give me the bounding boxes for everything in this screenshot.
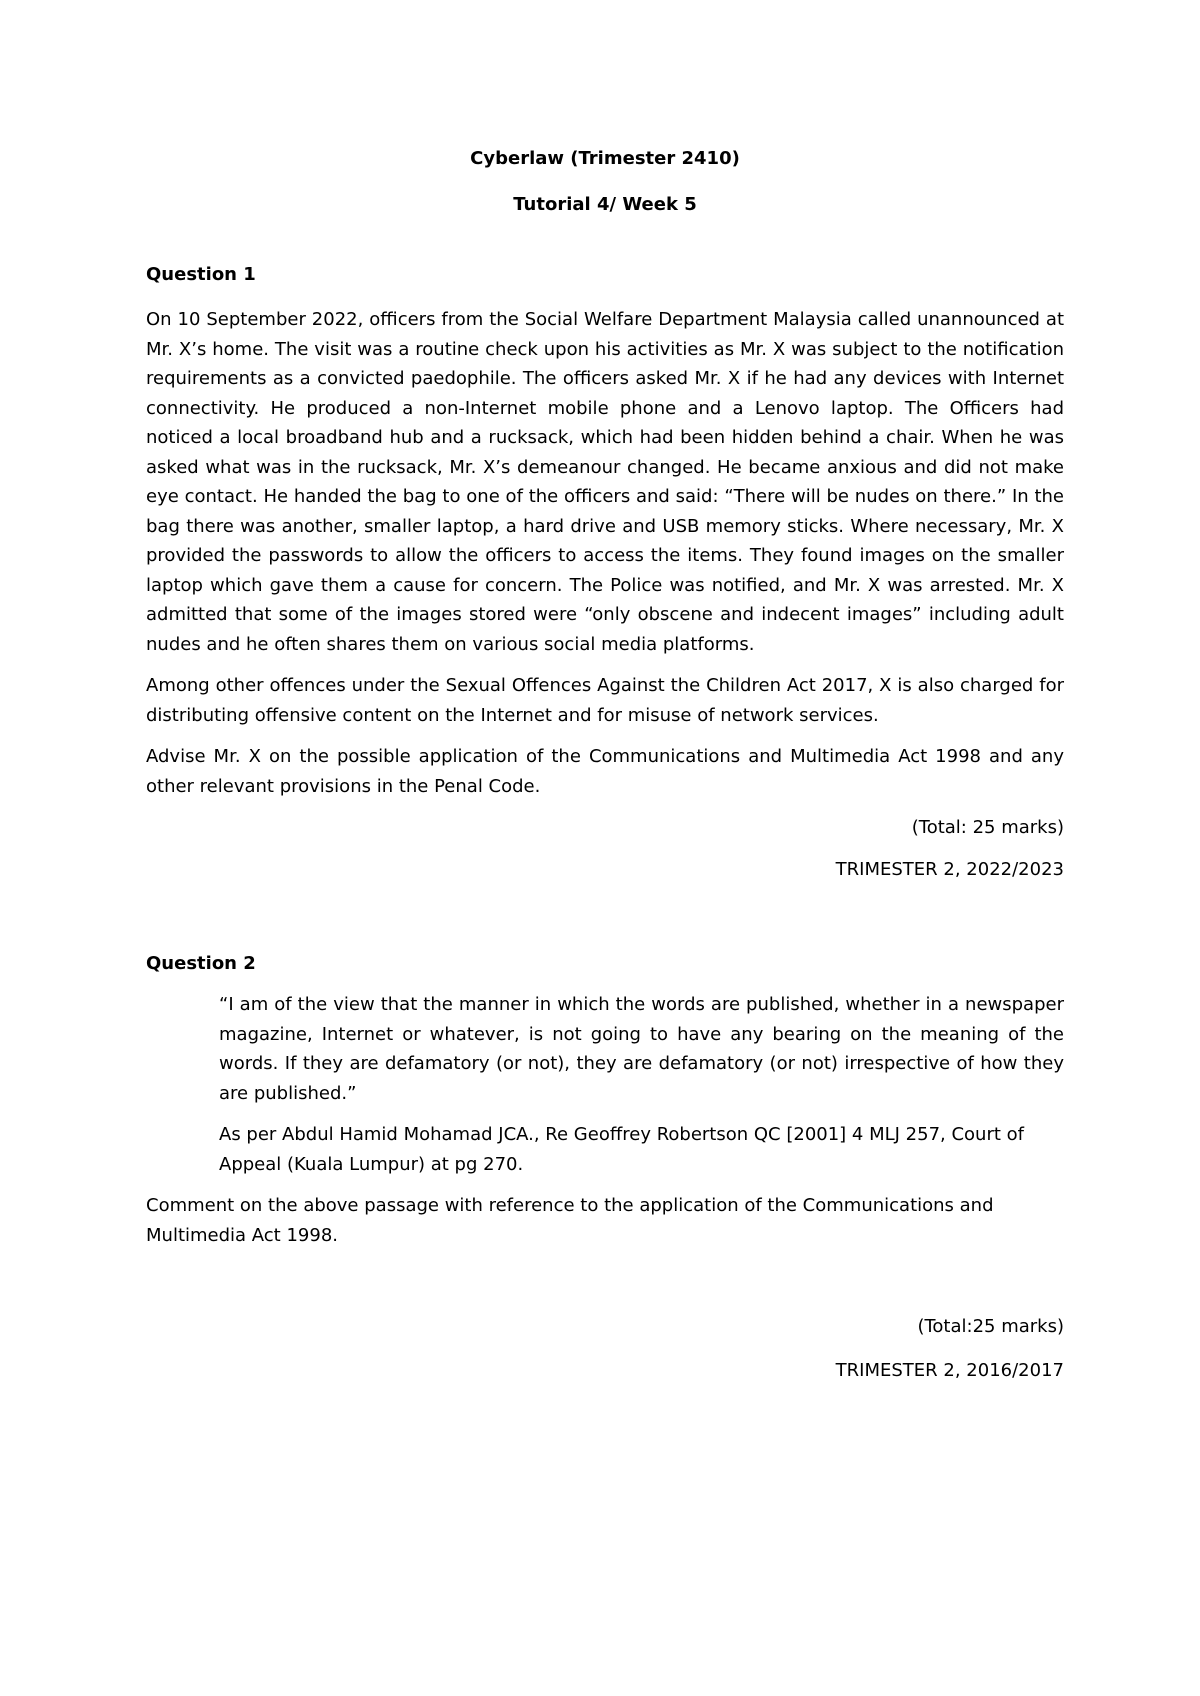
question-1 xyxy=(146,262,1064,883)
question-1-heading: Question 1 xyxy=(146,264,256,285)
question-1-marks: (Total: 25 marks) xyxy=(911,817,1064,838)
tutorial-title: Tutorial 4/ Week 5 xyxy=(513,194,697,215)
question-2-instruction: Comment on the above passage with reference to the application of the Communications and Multimedia Act 1998. xyxy=(146,1195,994,1246)
course-title: Cyberlaw (Trimester 2410) xyxy=(470,148,740,169)
question-2-heading: Question 2 xyxy=(146,953,256,974)
document-page xyxy=(146,140,1064,1384)
question-1-paragraph-2: Among other offences under the Sexual Offences Against the Children Act 2017, X is also charged for distributing offensive content on the Internet and for misuse of network services. xyxy=(146,675,1064,726)
question-2 xyxy=(146,951,1064,1384)
question-2-quote: “I am of the view that the manner in which the words are published, whether in a newspaper magazine, Internet or whatever, is not going to have any bearing on the meaning of the words. If they are defamatory (or not), they are defamatory (or not) irrespective of how they are published.” xyxy=(219,994,1064,1104)
question-2-citation: As per Abdul Hamid Mohamad JCA., Re Geoffrey Robertson QC [2001] 4 MLJ 257, Court of Appeal (Kuala Lumpur) at pg 270. xyxy=(219,1124,1024,1175)
question-2-trimester: TRIMESTER 2, 2016/2017 xyxy=(835,1360,1064,1381)
question-1-paragraph-3: Advise Mr. X on the possible application of the Communications and Multimedia Act 1998 and any other relevant provisions in the Penal Code. xyxy=(146,746,1064,797)
question-2-marks: (Total:25 marks) xyxy=(917,1316,1064,1337)
question-1-trimester: TRIMESTER 2, 2022/2023 xyxy=(835,859,1064,880)
question-1-paragraph-1: On 10 September 2022, officers from the Social Welfare Department Malaysia called unannounced at Mr. X’s home. The visit was a routine check upon his activities as Mr. X was subject to the notification requirements as a convicted paedophile. The officers asked Mr. X if he had any devices with Internet connectivity. He produced a non-Internet mobile phone and a Lenovo laptop. The Officers had noticed a local broadband hub and a rucksack, which had been hidden behind a chair. When he was asked what was in the rucksack, Mr. X’s demeanour changed. He became anxious and did not make eye contact. He handed the bag to one of the officers and said: “There will be nudes on there.” In the bag there was another, smaller laptop, a hard drive and USB memory sticks. Where necessary, Mr. X provided the passwords to allow the officers to access the items. They found images on the smaller laptop which gave them a cause for concern. The Police was notified, and Mr. X was arrested. Mr. X admitted that some of the images stored were “only obscene and indecent images” including adult nudes and he often shares them on various social media platforms. xyxy=(146,309,1064,655)
